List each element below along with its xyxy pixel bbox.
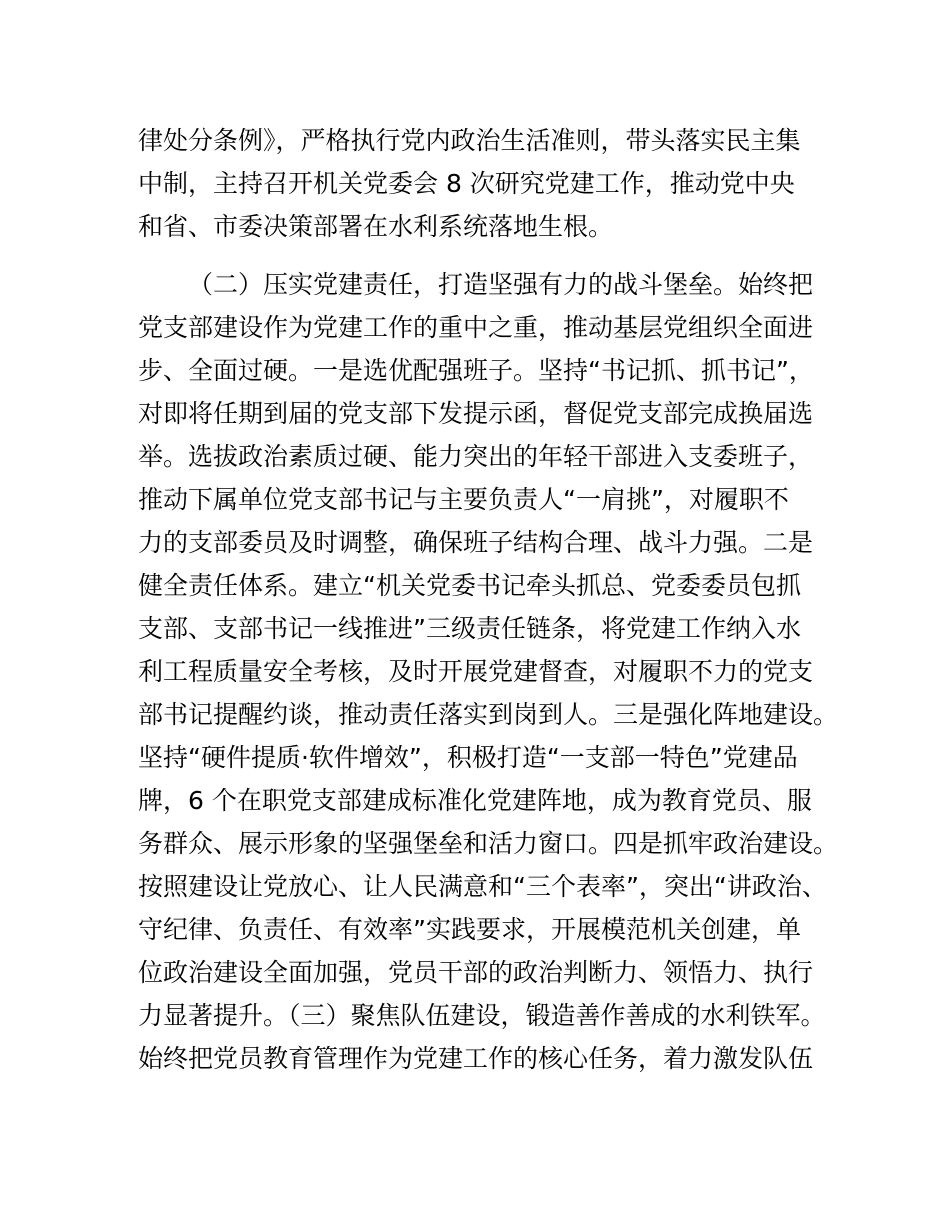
text-line: 律处分条例》，严格执行党内政治生活准则，带头落实民主集 xyxy=(138,126,801,155)
paragraph-first-line: （二）压实党建责任，打造坚强有力的战斗堡垒。始终把 xyxy=(188,270,814,299)
text-line: 健全责任体系。建立“机关党委书记牵头抓总、党委委员包抓 xyxy=(138,571,801,600)
text-line: 支部、支部书记一线推进”三级责任链条，将党建工作纳入水 xyxy=(138,614,801,643)
text-line: 利工程质量安全考核，及时开展党建督查，对履职不力的党支 xyxy=(138,657,814,686)
text-line: 始终把党员教育管理作为党建工作的核心任务，着力激发队伍 xyxy=(138,1044,814,1073)
text-line: 推动下属单位党支部书记与主要负责人“一肩挑”，对履职不 xyxy=(138,485,789,514)
text-line: 位政治建设全面加强，党员干部的政治判断力、领悟力、执行 xyxy=(138,958,814,987)
text-line: 牌，6 个在职党支部建成标准化党建阵地，成为教育党员、服 xyxy=(138,786,812,815)
text-line: 步、全面过硬。一是选优配强班子。坚持“书记抓、抓书记”， xyxy=(138,356,814,385)
text-line: 坚持“硬件提质·软件增效”，积极打造“一支部一特色”党建品 xyxy=(138,743,798,772)
text-line: 按照建设让党放心、让人民满意和“三个表率”，突出“讲政治、 xyxy=(138,872,827,901)
text-line: 举。选拔政治素质过硬、能力突出的年轻干部进入支委班子， xyxy=(138,442,814,471)
text-line: 守纪律、负责任、有效率”实践要求，开展模范机关创建，单 xyxy=(138,915,801,944)
text-line: 部书记提醒约谈，推动责任落实到岗到人。三是强化阵地建设。 xyxy=(138,700,839,729)
text-line: 务群众、展示形象的坚强堡垒和活力窗口。四是抓牢政治建设。 xyxy=(138,829,839,858)
text-line: 中制，主持召开机关党委会 8 次研究党建工作，推动党中央 xyxy=(138,169,795,198)
text-line: 和省、市委决策部署在水利系统落地生根。 xyxy=(138,212,614,241)
text-line: 力显著提升。（三）聚焦队伍建设，锻造善作善成的水利铁军。 xyxy=(138,1001,826,1030)
text-line: 对即将任期到届的党支部下发提示函，督促党支部完成换届选 xyxy=(138,399,814,428)
text-line: 党支部建设作为党建工作的重中之重，推动基层党组织全面进 xyxy=(138,313,814,342)
text-line: 力的支部委员及时调整，确保班子结构合理、战斗力强。二是 xyxy=(138,528,814,557)
